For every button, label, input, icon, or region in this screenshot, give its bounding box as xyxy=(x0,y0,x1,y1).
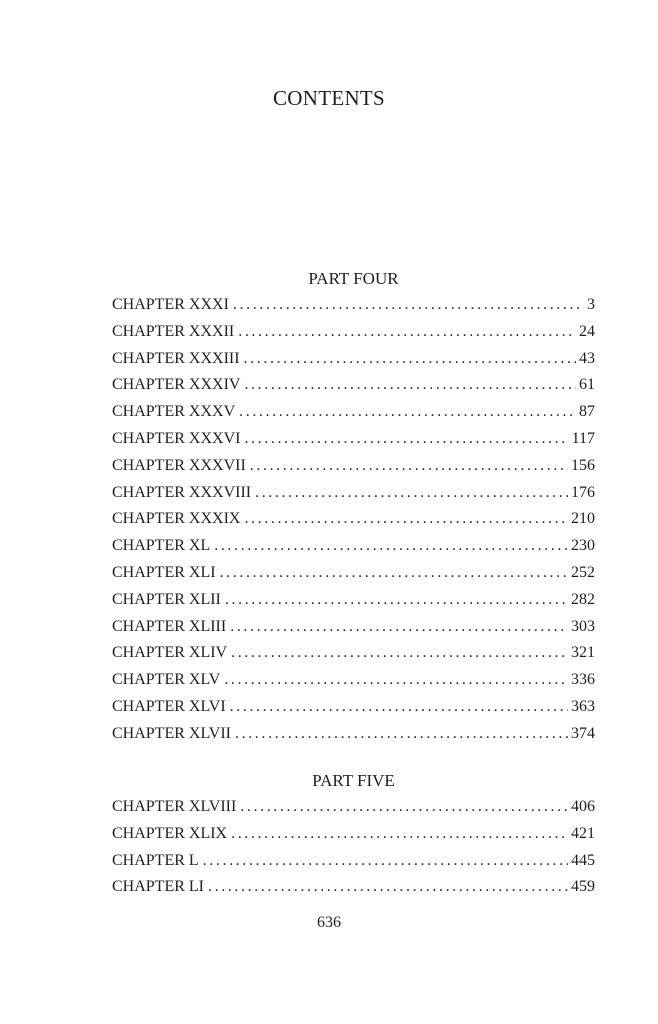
toc-entry[interactable] xyxy=(112,560,595,587)
toc-entry[interactable] xyxy=(112,721,595,748)
chapter-page-number: 445 xyxy=(571,851,595,869)
chapter-page-number: 43 xyxy=(579,349,595,367)
toc-entry[interactable] xyxy=(112,640,595,667)
chapter-page-number: 421 xyxy=(571,824,595,842)
chapter-title: CHAPTER XXXV xyxy=(112,403,236,421)
page-number: 636 xyxy=(317,914,341,931)
chapter-page-number: 406 xyxy=(571,798,595,815)
toc-entry[interactable] xyxy=(112,794,595,821)
toc-entry[interactable] xyxy=(112,372,595,399)
chapter-title: CHAPTER XLI xyxy=(112,563,216,581)
dot-leader xyxy=(244,506,568,533)
chapter-page-number: 210 xyxy=(571,510,595,528)
chapter-title: CHAPTER XLVIII xyxy=(112,798,237,815)
dot-leader xyxy=(231,640,568,667)
chapter-title: CHAPTER XLVII xyxy=(112,724,231,742)
chapter-page-number: 363 xyxy=(571,697,595,715)
chapter-page-number: 374 xyxy=(571,724,595,742)
toc-entry[interactable] xyxy=(112,399,595,426)
part-heading: PART FIVE xyxy=(312,771,395,790)
dot-leader xyxy=(230,614,568,641)
toc-list xyxy=(112,794,595,901)
dot-leader xyxy=(240,794,568,821)
chapter-page-number: 176 xyxy=(571,483,595,501)
dot-leader xyxy=(239,399,576,426)
toc-entry[interactable] xyxy=(112,346,595,373)
chapter-page-number: 230 xyxy=(571,537,595,555)
chapter-page-number: 3 xyxy=(587,296,595,313)
chapter-page-number: 252 xyxy=(571,563,595,581)
chapter-title: CHAPTER XXXVI xyxy=(112,429,241,447)
toc-entry[interactable] xyxy=(112,506,595,533)
toc-entry[interactable] xyxy=(112,694,595,721)
toc-entry[interactable] xyxy=(112,614,595,641)
part-heading: PART FOUR xyxy=(308,269,399,288)
dot-leader xyxy=(244,372,576,399)
chapter-title: CHAPTER XLIV xyxy=(112,644,228,662)
dot-leader xyxy=(250,453,568,480)
dot-leader xyxy=(220,560,568,587)
toc-entry[interactable] xyxy=(112,821,595,848)
chapter-title: CHAPTER XL xyxy=(112,537,211,555)
dot-leader xyxy=(225,587,568,614)
chapter-page-number: 24 xyxy=(579,322,595,340)
chapter-page-number: 61 xyxy=(579,376,595,394)
chapter-title: CHAPTER XXXI xyxy=(112,296,229,313)
toc-entry[interactable] xyxy=(112,667,595,694)
chapter-title: CHAPTER XLII xyxy=(112,590,221,608)
chapter-title: CHAPTER XLVI xyxy=(112,697,226,715)
toc-entry[interactable] xyxy=(112,480,595,507)
chapter-title: CHAPTER XXXII xyxy=(112,322,235,340)
chapter-title: CHAPTER XXXIV xyxy=(112,376,241,394)
chapter-page-number: 282 xyxy=(571,590,595,608)
chapter-title: CHAPTER XXXVIII xyxy=(112,483,252,501)
chapter-title: CHAPTER XXXIII xyxy=(112,349,240,367)
dot-leader xyxy=(208,874,568,901)
dot-leader xyxy=(214,533,568,560)
toc-list xyxy=(112,292,595,748)
part-four-section xyxy=(112,266,595,748)
dot-leader xyxy=(230,694,568,721)
dot-leader xyxy=(244,426,568,453)
dot-leader xyxy=(233,292,584,319)
chapter-title: CHAPTER XLV xyxy=(112,671,221,689)
dot-leader xyxy=(231,821,568,848)
chapter-title: CHAPTER L xyxy=(112,851,199,869)
chapter-title: CHAPTER XXXVII xyxy=(112,456,246,474)
chapter-title: CHAPTER XLIX xyxy=(112,824,228,842)
toc-entry[interactable] xyxy=(112,292,595,319)
dot-leader xyxy=(244,346,576,373)
toc-entry[interactable] xyxy=(112,874,595,901)
toc-entry[interactable] xyxy=(112,426,595,453)
toc-entry[interactable] xyxy=(112,848,595,875)
toc-entry[interactable] xyxy=(112,533,595,560)
toc-entry[interactable] xyxy=(112,453,595,480)
dot-leader xyxy=(238,319,576,346)
dot-leader xyxy=(224,667,568,694)
toc-entry[interactable] xyxy=(112,587,595,614)
chapter-title: CHAPTER LI xyxy=(112,878,204,896)
part-five-section xyxy=(112,768,595,901)
chapter-title: CHAPTER XXXIX xyxy=(112,510,241,528)
chapter-page-number: 87 xyxy=(579,403,595,421)
chapter-page-number: 336 xyxy=(571,671,595,689)
chapter-page-number: 303 xyxy=(571,617,595,635)
dot-leader xyxy=(203,848,568,875)
chapter-page-number: 459 xyxy=(571,878,595,896)
chapter-page-number: 156 xyxy=(571,456,595,474)
chapter-page-number: 117 xyxy=(571,429,595,447)
page-title: CONTENTS xyxy=(272,86,386,110)
chapter-title: CHAPTER XLIII xyxy=(112,617,227,635)
toc-entry[interactable] xyxy=(112,319,595,346)
dot-leader xyxy=(235,721,568,748)
dot-leader xyxy=(255,480,568,507)
chapter-page-number: 321 xyxy=(571,644,595,662)
